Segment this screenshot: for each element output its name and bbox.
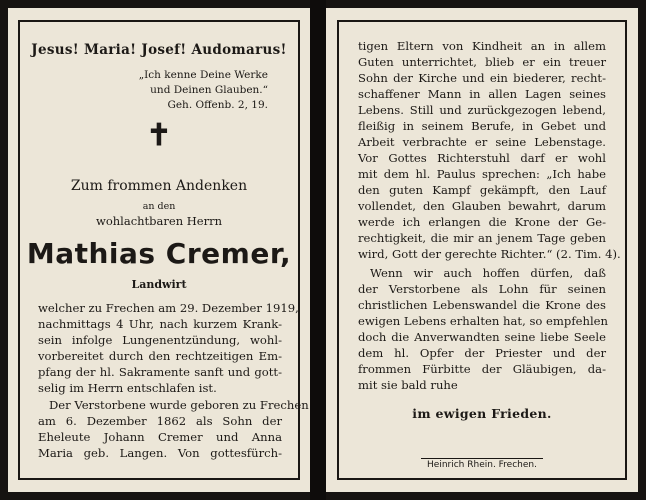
closing-line: im ewigen Frieden. [412, 406, 552, 421]
printer-imprint [326, 460, 638, 470]
text-line: christlichen Lebenswandel die Krone des [358, 298, 606, 312]
text-line: Eheleute Johann Cremer und Anna [38, 430, 282, 444]
text-line: ewigen Lebens erhalten hat, so empfehlen [358, 314, 608, 328]
text-line: rechtigkeit, die mir an jenem Tage geben [358, 231, 606, 245]
text-line: Arbeit verbrachte er seine Lebenstage. [358, 135, 606, 149]
text-line: welcher zu Frechen am 29. Dezember 1919, [38, 301, 299, 315]
text-line: Sohn der Kirche und ein biederer, recht- [358, 71, 606, 85]
text-line: mit sie bald ruhe [358, 378, 458, 392]
text-line: frommen Fürbitte der Gläubigen, da- [358, 362, 606, 376]
text-line: pfang der hl. Sakramente sanft und gott- [38, 365, 282, 379]
invocation: Jesus! Maria! Josef! Audomarus! [31, 42, 287, 58]
text-line: selig im Herrn entschlafen ist. [38, 381, 217, 395]
text-line: wird, Gott der gerechte Richter.“ (2. Tim. 4). [358, 247, 621, 261]
text-line: der Verstorbene als Lohn für seinen [358, 282, 606, 296]
card-fold-gap [310, 0, 326, 500]
memorial-card-front [8, 8, 310, 492]
memorial-heading: Zum frommen Andenken [70, 178, 248, 194]
occupation: Landwirt [131, 278, 187, 291]
text-line: Lebens. Still und zurückgezogen lebend, [358, 103, 606, 117]
text-line: den guten Kampf gekämpft, den Lauf [358, 183, 606, 197]
text-line: Wenn wir auch hoffen dürfen, daß [370, 266, 606, 280]
text-line: Maria geb. Langen. Von gottesfürch- [38, 446, 282, 460]
text-line: vollendet, den Glauben bewahrt, darum [358, 199, 606, 213]
text-line: mit dem hl. Paulus sprechen: „Ich habe [358, 167, 606, 181]
deceased-name: Mathias Cremer, [26, 237, 292, 270]
text-line: doch die Anverwandten seine liebe Seele [358, 330, 606, 344]
text-line: werde ich erlangen die Krone der Ge- [358, 215, 606, 229]
text-line: Der Verstorbene wurde geboren zu Frechen [49, 398, 309, 412]
text-line: nachmittags 4 Uhr, nach kurzem Krank- [38, 317, 282, 331]
cross-icon: ✝ [146, 118, 172, 153]
text-line: Guten unterrichtet, blieb er ein treuer [358, 55, 606, 69]
text-line: vorbereitet durch den rechtzeitigen Em- [38, 349, 282, 363]
quote-line: und Deinen Glauben.“ [150, 84, 268, 96]
text-line: tigen Eltern von Kindheit an in allem [358, 39, 606, 53]
text-line: am 6. Dezember 1862 als Sohn der [38, 414, 282, 428]
text-line: schaffener Mann in allen Lagen seines [358, 87, 606, 101]
text-line: dem hl. Opfer der Priester und der [358, 346, 606, 360]
printer-name: Heinrich Rhein. Frechen. [421, 458, 543, 470]
text-line: fleißig in seinem Berufe, in Gebet und [358, 119, 606, 133]
an-den-text: an den [142, 201, 176, 212]
text-line: Vor Gottes Richterstuhl darf er wohl [358, 151, 606, 165]
memorial-card-back [326, 8, 638, 492]
text-line: sein infolge Lungenentzündung, wohl- [38, 333, 282, 347]
honorific: wohlachtbaren Herrn [96, 214, 222, 228]
quote-source: Geh. Offenb. 2, 19. [167, 99, 268, 111]
quote-line: „Ich kenne Deine Werke [138, 69, 268, 81]
bible-quote [139, 68, 268, 98]
